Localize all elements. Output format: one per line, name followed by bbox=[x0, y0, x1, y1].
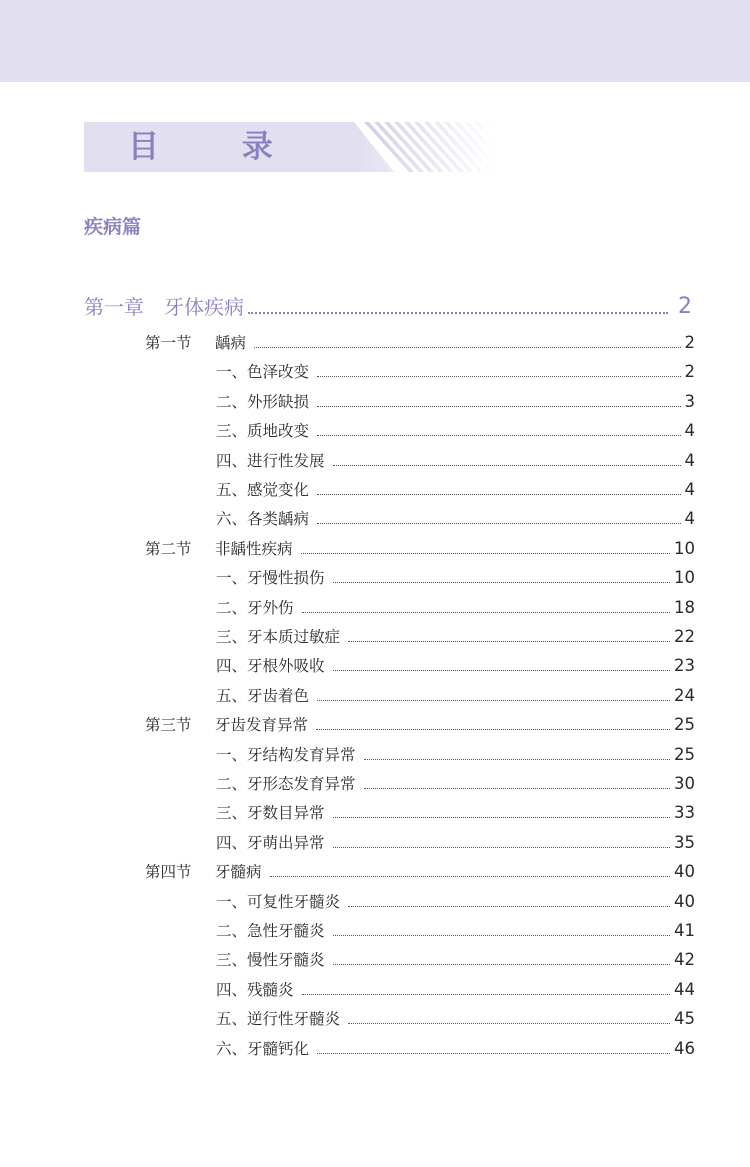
page-number: 3 bbox=[684, 391, 695, 411]
dot-leader bbox=[364, 788, 670, 789]
section-entry[interactable] bbox=[145, 859, 695, 883]
subsection-entry[interactable] bbox=[216, 830, 695, 854]
page-number: 10 bbox=[674, 568, 695, 588]
page-number: 23 bbox=[674, 656, 695, 676]
subsection-title: 四、残髓炎 bbox=[216, 980, 294, 999]
chapter-number: 第一章 bbox=[84, 295, 144, 319]
chapter-title: 牙体疾病 bbox=[164, 295, 244, 319]
subsection-title: 三、慢性牙髓炎 bbox=[216, 951, 325, 970]
page-number: 41 bbox=[674, 921, 695, 940]
subsection-title: 三、牙本质过敏症 bbox=[216, 628, 341, 646]
section-entry[interactable] bbox=[145, 536, 695, 560]
page-number: 4 bbox=[684, 450, 695, 470]
dot-leader bbox=[317, 494, 680, 495]
section-title: 非龋性疾病 bbox=[215, 539, 293, 558]
subsection-entry[interactable] bbox=[216, 742, 695, 766]
section-entry[interactable] bbox=[145, 330, 695, 354]
subsection-entry[interactable] bbox=[216, 624, 695, 648]
page-number: 42 bbox=[674, 950, 695, 970]
section-entry[interactable] bbox=[145, 712, 695, 736]
page-number: 45 bbox=[674, 1009, 695, 1029]
page-number: 25 bbox=[674, 715, 695, 735]
page-number: 22 bbox=[674, 627, 695, 646]
subsection-title: 五、牙齿着色 bbox=[216, 686, 310, 705]
subsection-entry[interactable] bbox=[216, 389, 695, 413]
page-number: 40 bbox=[674, 891, 695, 911]
dot-leader bbox=[302, 612, 670, 613]
subsection-entry[interactable] bbox=[216, 359, 695, 383]
subsection-title: 六、牙髓钙化 bbox=[216, 1039, 310, 1058]
subsection-entry[interactable] bbox=[216, 947, 695, 971]
page-number: 2 bbox=[684, 333, 695, 352]
subsection-entry[interactable] bbox=[216, 1036, 695, 1060]
dot-leader bbox=[317, 523, 680, 524]
dot-leader bbox=[317, 700, 670, 701]
dot-leader bbox=[333, 964, 670, 965]
subsection-title: 一、可复性牙髓炎 bbox=[216, 892, 341, 911]
dot-leader bbox=[364, 759, 670, 760]
subsection-title: 二、牙形态发育异常 bbox=[216, 775, 356, 793]
page-number: 4 bbox=[684, 480, 695, 499]
subsection-title: 三、质地改变 bbox=[216, 422, 310, 441]
page-number: 2 bbox=[684, 362, 695, 382]
page-number: 10 bbox=[674, 538, 695, 558]
dot-leader bbox=[316, 729, 670, 730]
dot-leader bbox=[348, 1023, 670, 1024]
subsection-entry[interactable] bbox=[216, 595, 695, 619]
subsection-title: 一、色泽改变 bbox=[216, 363, 310, 382]
dot-leader bbox=[348, 641, 670, 642]
page-title: 目 录 bbox=[128, 129, 309, 165]
dot-leader bbox=[333, 582, 670, 583]
subsection-title: 五、感觉变化 bbox=[216, 481, 310, 499]
dot-leader bbox=[302, 994, 670, 995]
subsection-entry[interactable] bbox=[216, 477, 695, 501]
subsection-title: 四、牙根外吸收 bbox=[216, 657, 325, 676]
page-number: 35 bbox=[674, 832, 695, 852]
header-band bbox=[0, 0, 750, 82]
dot-leader bbox=[333, 847, 670, 848]
dot-leader bbox=[317, 1053, 670, 1054]
dot-leader bbox=[333, 670, 670, 671]
section-title: 牙髓病 bbox=[215, 863, 262, 882]
page-number: 4 bbox=[684, 421, 695, 441]
dot-leader bbox=[333, 817, 670, 818]
subsection-entry[interactable] bbox=[216, 565, 695, 589]
dot-leader bbox=[248, 312, 668, 314]
subsection-title: 三、牙数目异常 bbox=[216, 804, 325, 823]
subsection-title: 四、牙萌出异常 bbox=[216, 833, 325, 852]
chapter-entry[interactable] bbox=[84, 290, 692, 322]
toc-title-bar bbox=[84, 122, 494, 172]
dot-leader bbox=[348, 906, 670, 907]
subsection-title: 二、外形缺损 bbox=[216, 392, 310, 411]
page-number: 46 bbox=[674, 1038, 695, 1058]
section-number: 第四节 bbox=[145, 863, 192, 882]
subsection-title: 一、牙结构发育异常 bbox=[216, 745, 356, 764]
page-number: 33 bbox=[674, 803, 695, 823]
page-number: 25 bbox=[674, 744, 695, 764]
part-title: 疾病篇 bbox=[84, 216, 142, 238]
subsection-title: 一、牙慢性损伤 bbox=[216, 569, 325, 588]
subsection-entry[interactable] bbox=[216, 653, 695, 677]
subsection-entry[interactable] bbox=[216, 889, 695, 913]
section-number: 第二节 bbox=[145, 539, 192, 558]
subsection-entry[interactable] bbox=[216, 800, 695, 824]
section-title: 龋病 bbox=[215, 334, 247, 352]
subsection-entry[interactable] bbox=[216, 683, 695, 707]
page-number: 24 bbox=[674, 685, 695, 705]
subsection-title: 二、牙外伤 bbox=[216, 598, 294, 617]
subsection-entry[interactable] bbox=[216, 771, 695, 795]
dot-leader bbox=[317, 406, 680, 407]
dot-leader bbox=[270, 876, 670, 877]
page-number: 30 bbox=[674, 774, 695, 793]
subsection-title: 四、进行性发展 bbox=[216, 451, 325, 470]
page-number: 44 bbox=[674, 979, 695, 999]
dot-leader bbox=[254, 347, 680, 348]
subsection-entry[interactable] bbox=[216, 418, 695, 442]
dot-leader bbox=[333, 465, 681, 466]
dot-leader bbox=[301, 553, 670, 554]
page-number: 40 bbox=[674, 862, 695, 882]
subsection-title: 六、各类龋病 bbox=[216, 510, 310, 529]
page-number: 18 bbox=[674, 597, 695, 617]
section-number: 第一节 bbox=[145, 334, 192, 352]
page-number: 4 bbox=[684, 509, 695, 529]
subsection-entry[interactable] bbox=[216, 448, 695, 472]
dot-leader bbox=[333, 935, 670, 936]
subsection-entry[interactable] bbox=[216, 918, 695, 942]
dot-leader bbox=[317, 376, 680, 377]
section-number: 第三节 bbox=[145, 716, 192, 735]
subsection-title: 五、逆行性牙髓炎 bbox=[216, 1010, 341, 1029]
subsection-entry[interactable] bbox=[216, 1006, 695, 1030]
section-title: 牙齿发育异常 bbox=[215, 716, 309, 735]
subsection-entry[interactable] bbox=[216, 506, 695, 530]
subsection-title: 二、急性牙髓炎 bbox=[216, 922, 325, 940]
chapter-page: 2 bbox=[678, 294, 692, 319]
dot-leader bbox=[317, 435, 680, 436]
subsection-entry[interactable] bbox=[216, 977, 695, 1001]
